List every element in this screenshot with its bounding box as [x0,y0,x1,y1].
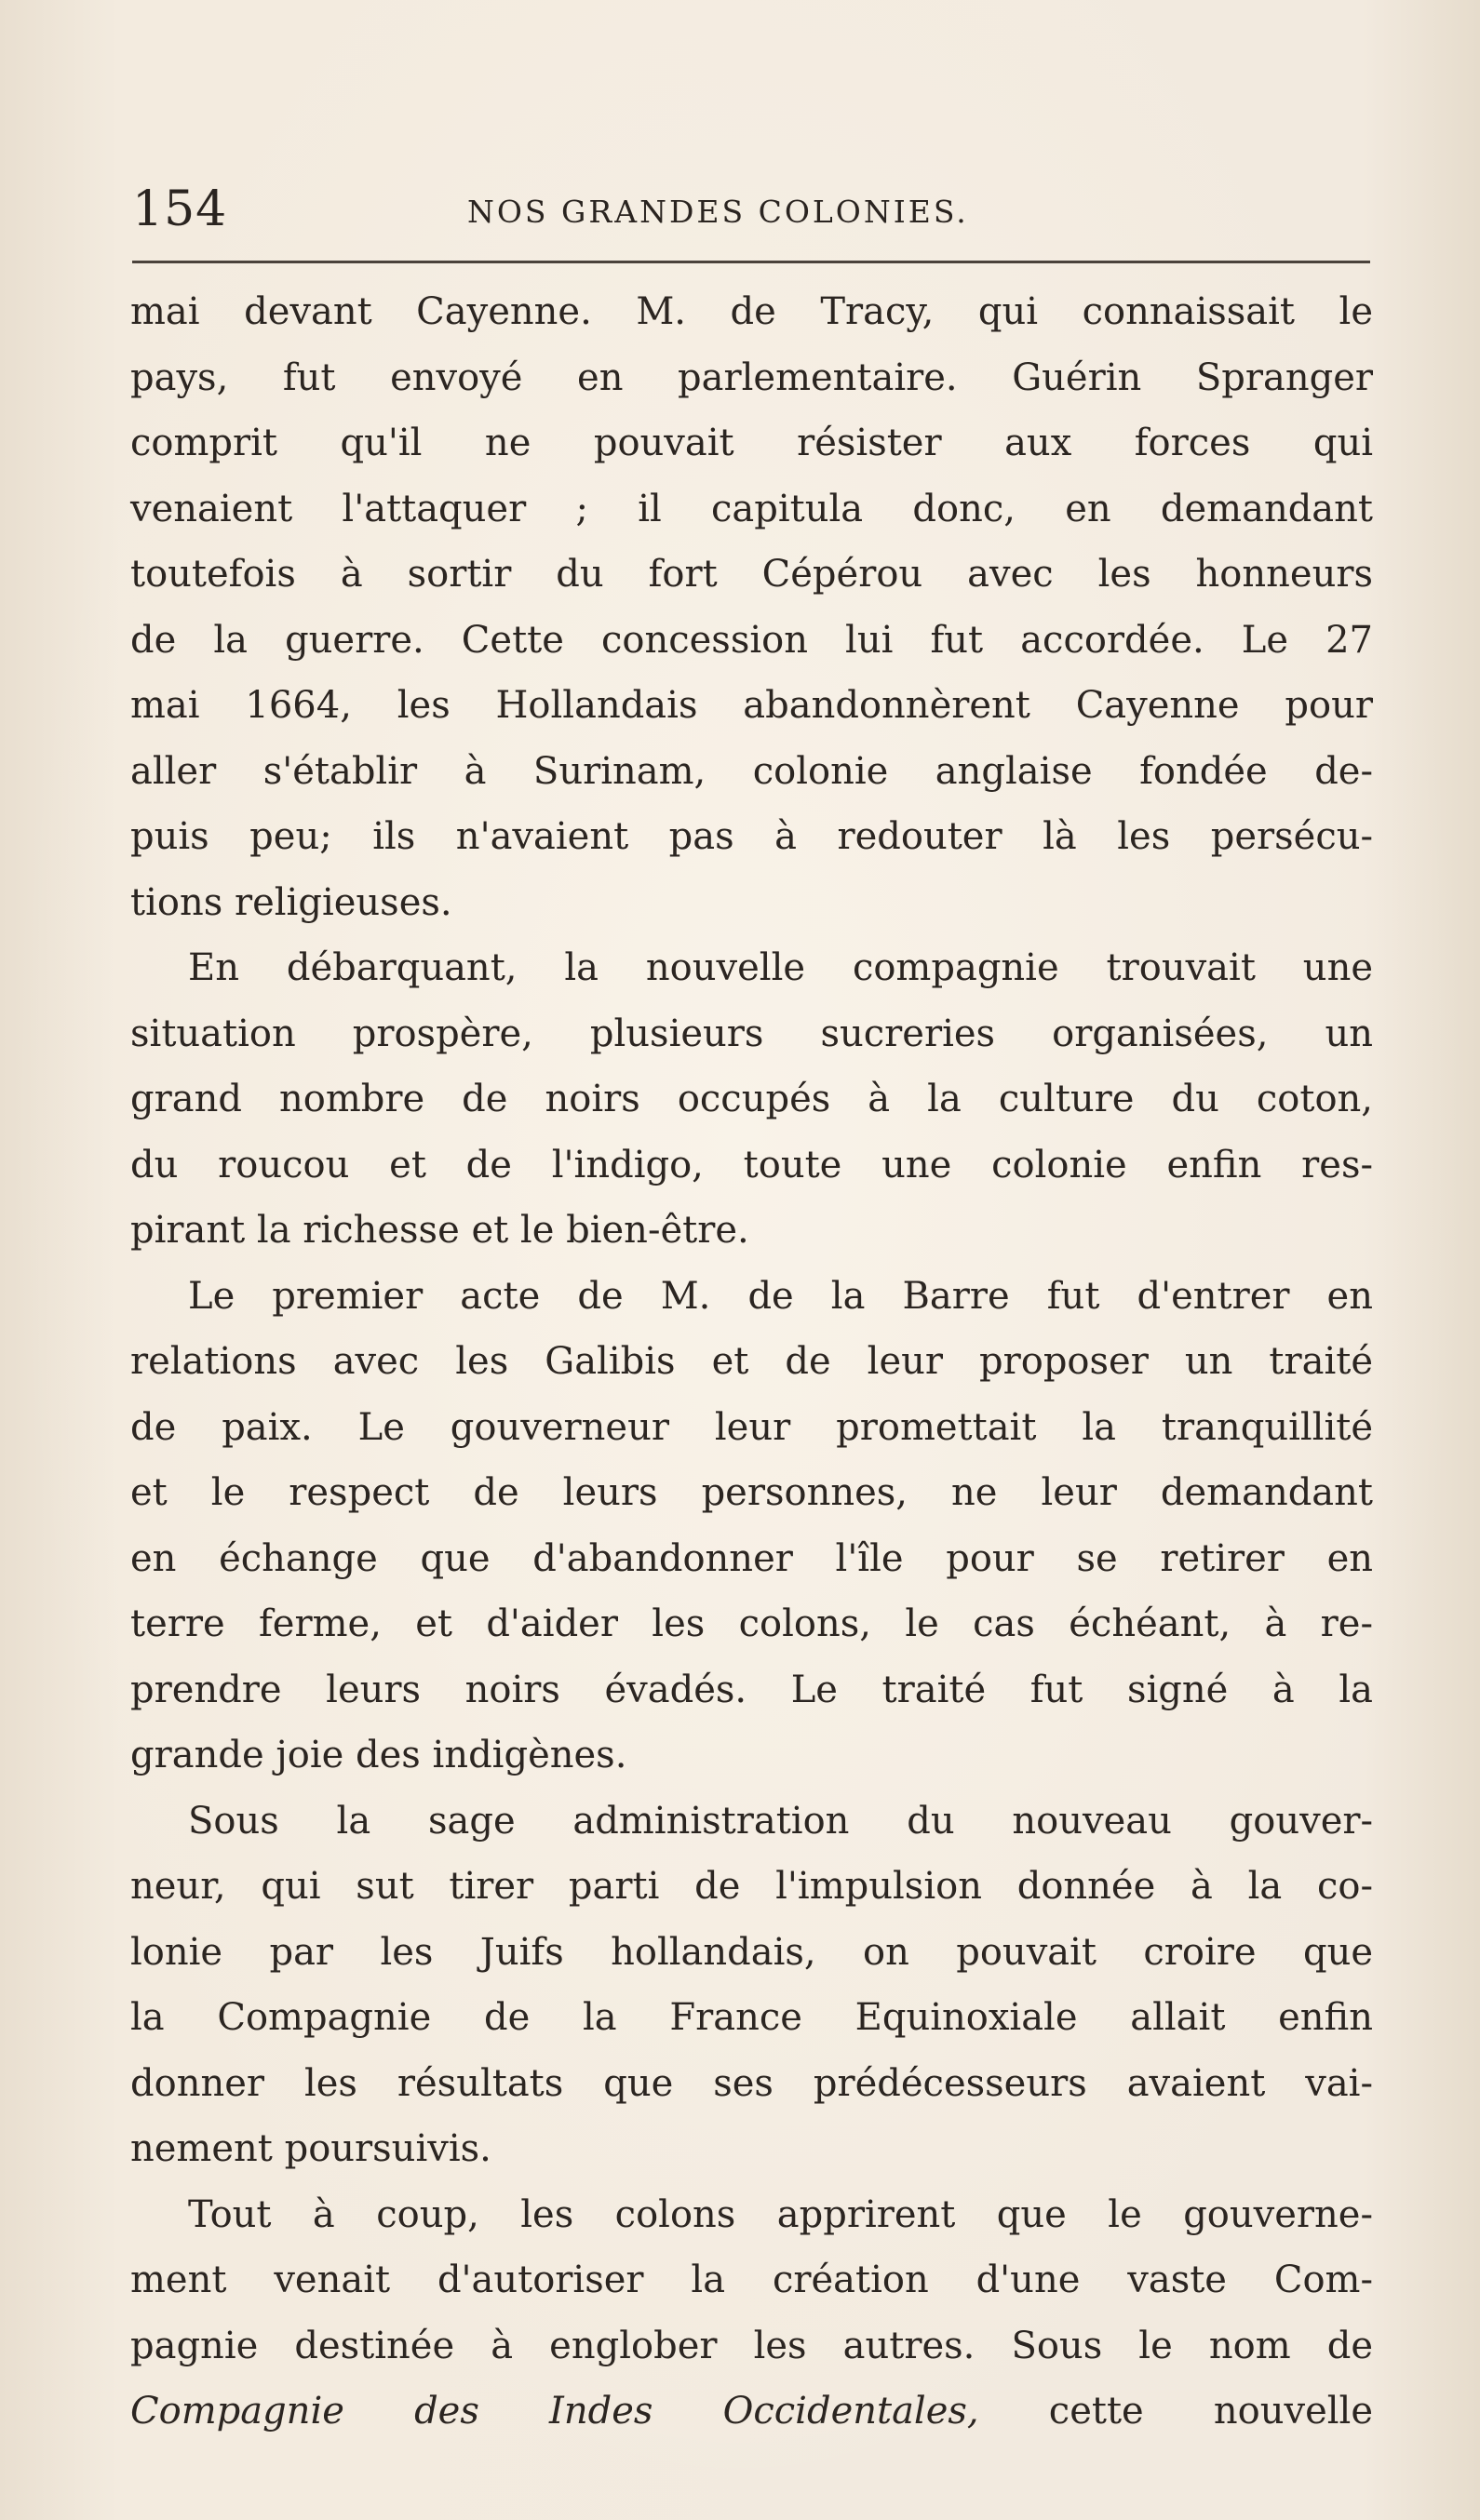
page-number: 154 [132,181,228,237]
text-line: donner les résultats que ses prédécesseurs avaient vai- [130,2061,1373,2105]
text-line: Le premier acte de M. de la Barre fut d'entrer en [188,1274,1373,1318]
text-line: pays, fut envoyé en parlementaire. Guérin Spranger [130,355,1373,399]
text-line: prendre leurs noirs évadés. Le traité fut signé à la [130,1668,1373,1711]
text-line: grand nombre de noirs occupés à la culture du coton, [130,1078,1373,1120]
text-line: aller s'établir à Surinam, colonie anglaise fondée de- [130,749,1373,793]
text-line: Sous la sage administration du nouveau gouver- [188,1799,1373,1843]
text-line: En débarquant, la nouvelle compagnie trouvait une [188,946,1373,989]
text-line: terre ferme, et d'aider les colons, le cas échéant, à re- [130,1602,1373,1645]
text-line: comprit qu'il ne pouvait résister aux forces qui [130,422,1373,464]
final-line-rest: cette nouvelle [978,2390,1373,2433]
text-line: relations avec les Galibis et de leur proposer un traité [130,1340,1373,1383]
text-line: pirant la richesse et le bien-être. [130,1209,749,1252]
text-line: situation prospère, plusieurs sucreries organisées, un [130,1012,1373,1055]
text-line: du roucou et de l'indigo, toute une colonie enfin res- [130,1143,1373,1186]
text-line: grande joie des indigènes. [130,1734,627,1776]
text-line: et le respect de leurs personnes, ne leur demandant [130,1471,1373,1514]
text-line: venaient l'attaquer ; il capitula donc, en demandant [130,487,1373,530]
text-line: nement poursuivis. [130,2127,491,2170]
italic-title: Compagnie des Indes Occidentales, [130,2390,979,2433]
text-line: toutefois à sortir du fort Cépérou avec les honneurs [130,553,1373,596]
text-line: de la guerre. Cette concession lui fut accordée. Le 27 [130,618,1373,662]
text-line: ment venait d'autoriser la création d'une vaste Com- [130,2259,1373,2301]
text-line: mai devant Cayenne. M. de Tracy, qui connaissait le [130,290,1373,333]
body-text [130,279,1373,2445]
text-line: pagnie destinée à englober les autres. Sous le nom de [130,2324,1373,2367]
text-line: mai 1664, les Hollandais abandonnèrent Cayenne pour [130,684,1373,727]
text-line: de paix. Le gouverneur leur promettait la tranquillité [130,1405,1373,1449]
text-line: puis peu; ils n'avaient pas à redouter là les persécu- [130,815,1373,858]
running-title: NOS GRANDES COLONIES. [467,194,969,230]
text-line: en échange que d'abandonner l'île pour se retirer en [130,1536,1373,1580]
text-line: lonie par les Juifs hollandais, on pouvait croire que [130,1930,1373,1974]
text-line: neur, qui sut tirer parti de l'impulsion donnée à la co- [130,1865,1373,1908]
text-line: tions religieuses. [130,880,452,924]
text-line-final [130,2379,1373,2445]
text-line: Tout à coup, les colons apprirent que le gouverne- [188,2192,1373,2236]
header-rule [132,261,1370,263]
text-line: la Compagnie de la France Equinoxiale allait enfin [130,1996,1373,2039]
running-head [132,177,1370,242]
